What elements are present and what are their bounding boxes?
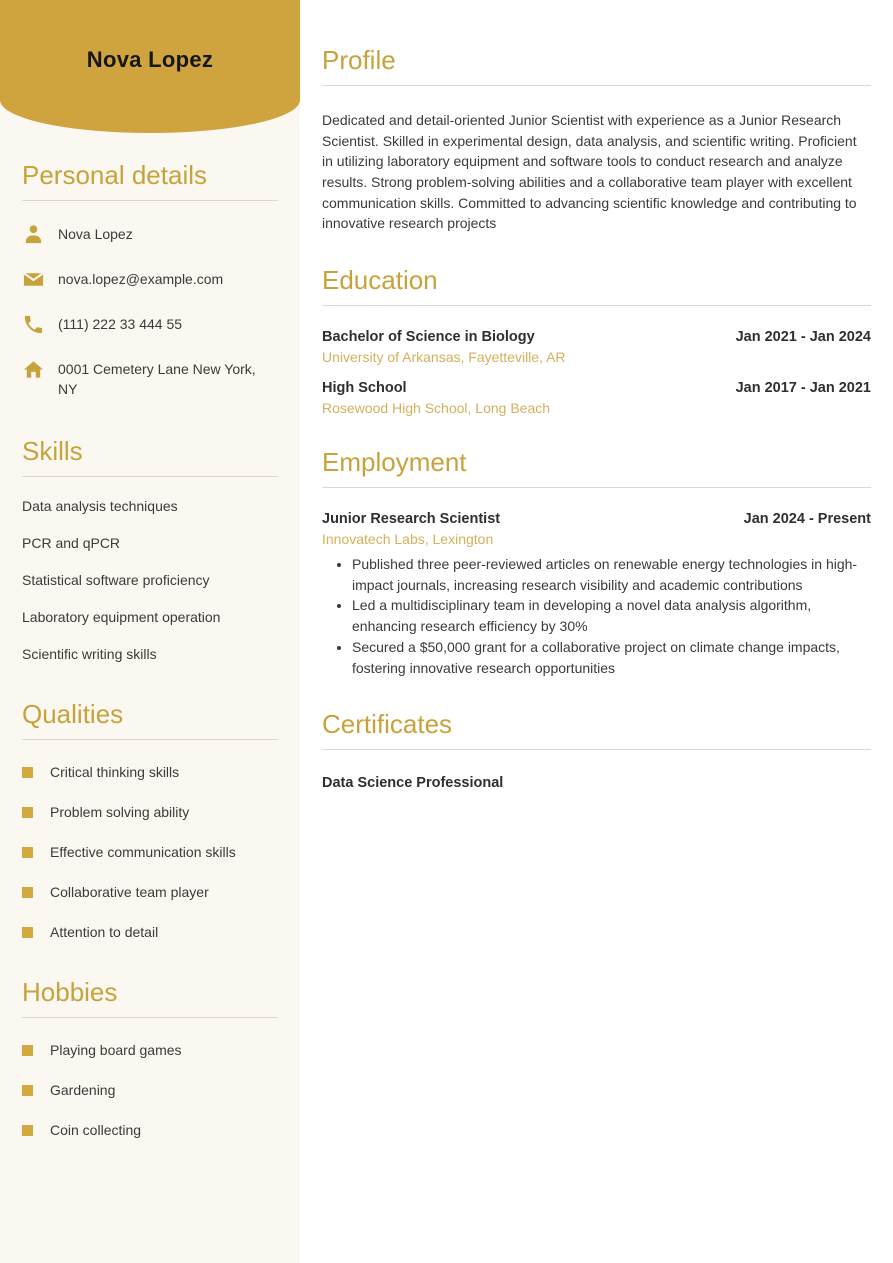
square-bullet-icon — [22, 1045, 33, 1056]
achievement-list — [322, 554, 871, 678]
education-dates: Jan 2021 - Jan 2024 — [735, 329, 871, 346]
section-qualities — [22, 700, 278, 940]
divider — [322, 305, 871, 306]
job-title: Junior Research Scientist — [322, 510, 501, 527]
hobby-item — [22, 1082, 278, 1098]
achievement-item: • Published three peer-reviewed articles on renewable energy technologies in high-impact journals, increasing research visibility and academic contributions — [352, 554, 871, 595]
skill-item: Data analysis techniques — [22, 498, 178, 515]
skill-item: PCR and qPCR — [22, 535, 121, 552]
quality-item — [22, 804, 278, 820]
square-bullet-icon — [22, 847, 33, 858]
employment-entry — [322, 511, 871, 678]
quality-item — [22, 764, 278, 780]
qualities-heading: Qualities — [22, 699, 124, 730]
main-column — [300, 0, 893, 791]
quality-label: Effective communication skills — [50, 844, 236, 861]
quality-item — [22, 884, 278, 900]
header-banner — [0, 0, 300, 135]
skill-item: Scientific writing skills — [22, 646, 157, 663]
section-hobbies — [22, 978, 278, 1138]
contact-row-name — [22, 224, 278, 246]
divider — [22, 1017, 278, 1018]
quality-label: Collaborative team player — [50, 884, 209, 901]
user-icon — [22, 223, 45, 246]
divider — [322, 487, 871, 488]
contact-row-email — [22, 269, 278, 291]
square-bullet-icon — [22, 927, 33, 938]
divider — [322, 85, 871, 86]
hobby-label: Coin collecting — [50, 1122, 142, 1139]
person-name: Nova Lopez — [86, 47, 214, 72]
contact-address-text: 0001 Cemetery Lane New York, NY — [58, 360, 256, 398]
square-bullet-icon — [22, 1125, 33, 1136]
certificates-heading: Certificates — [322, 709, 453, 740]
profile-summary: Dedicated and detail-oriented Junior Scientist with experience as a Junior Research Scientist. Skilled in experimental design, data analysis, and scientific writing. Proficient in utilizing laboratory equipment and software tools to conduct research and analyze results. Strong problem-solving abilities and a collaborative team player with excellent communication skills. Committed to advancing scientific knowledge and contributing to innovative research projects — [322, 111, 857, 232]
skill-item: Laboratory equipment operation — [22, 609, 221, 626]
hobby-label: Gardening — [50, 1082, 116, 1099]
quality-label: Problem solving ability — [50, 804, 190, 821]
section-employment — [322, 448, 871, 678]
education-dates: Jan 2017 - Jan 2021 — [735, 380, 871, 397]
square-bullet-icon — [22, 807, 33, 818]
quality-label: Critical thinking skills — [50, 764, 180, 781]
hobbies-heading: Hobbies — [22, 977, 118, 1008]
degree-title: High School — [322, 380, 407, 397]
degree-title: Bachelor of Science in Biology — [322, 329, 535, 346]
employment-heading: Employment — [322, 447, 467, 478]
email-icon — [22, 268, 45, 291]
contact-phone-text: (111) 222 33 444 55 — [58, 315, 183, 332]
achievement-item: • Led a multidisciplinary team in developing a novel data analysis algorithm, enhancing research efficiency by 30% — [352, 595, 871, 636]
divider — [22, 739, 278, 740]
contact-email-text: nova.lopez@example.com — [58, 270, 224, 287]
sidebar — [0, 0, 300, 1263]
institution-name: University of Arkansas, Fayetteville, AR — [322, 349, 566, 366]
contact-name-text: Nova Lopez — [58, 225, 133, 242]
contact-row-address — [22, 359, 278, 400]
square-bullet-icon — [22, 887, 33, 898]
section-profile — [322, 46, 871, 234]
skill-item: Statistical software proficiency — [22, 572, 210, 589]
section-skills — [22, 437, 278, 662]
education-entry — [322, 380, 871, 416]
hobby-label: Playing board games — [50, 1042, 182, 1059]
education-heading: Education — [322, 265, 438, 296]
home-icon — [22, 358, 45, 381]
contact-row-phone — [22, 314, 278, 336]
achievement-item: • Secured a $50,000 grant for a collaborative project on climate change impacts, fostering innovative research opportunities — [352, 637, 871, 678]
divider — [322, 749, 871, 750]
square-bullet-icon — [22, 1085, 33, 1096]
certificate-name: Data Science Professional — [322, 775, 504, 792]
profile-heading: Profile — [322, 45, 396, 75]
quality-label: Attention to detail — [50, 924, 159, 941]
hobby-item — [22, 1122, 278, 1138]
section-education — [322, 266, 871, 416]
personal-details-heading: Personal details — [22, 160, 207, 190]
section-personal-details — [22, 161, 278, 399]
employment-dates: Jan 2024 - Present — [743, 510, 871, 527]
education-entry — [322, 329, 871, 365]
divider — [22, 476, 278, 477]
divider — [22, 200, 278, 201]
quality-item — [22, 844, 278, 860]
institution-name: Rosewood High School, Long Beach — [322, 400, 551, 417]
phone-icon — [22, 313, 45, 336]
company-name: Innovatech Labs, Lexington — [322, 530, 494, 547]
quality-item — [22, 924, 278, 940]
skills-heading: Skills — [22, 436, 83, 467]
square-bullet-icon — [22, 767, 33, 778]
section-certificates — [322, 710, 871, 791]
hobby-item — [22, 1042, 278, 1058]
